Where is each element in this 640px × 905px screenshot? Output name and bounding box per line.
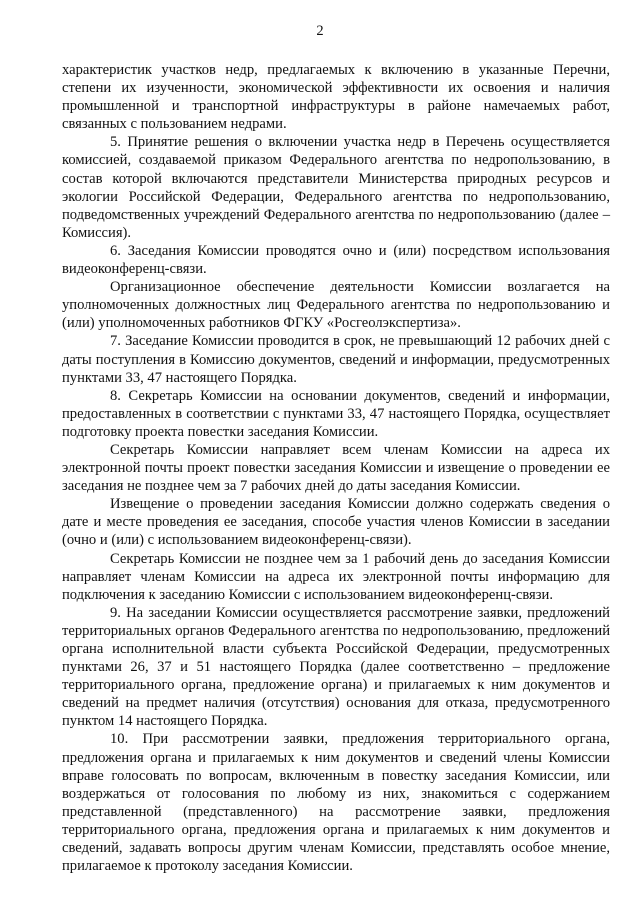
paragraph-item-8-notice: Извещение о проведении заседания Комиссии должно содержать сведения о дате и месте проведения ее заседания, способе участия членов Комиссии в заседании (очно и (или) с использованием видеоконференц-связи).: [62, 496, 610, 549]
paragraph-item-10: 10. При рассмотрении заявки, предложения территориального органа, предложения органа и прилагаемых к ним документов и сведений члены Комиссии вправе голосовать по вопросам, включенным в повестку заседания Комиссии, или воздержаться от голосования по любому из них, знакомиться с содержанием представленной (представленного) на рассмотрение заявки, предложения территориального органа, предложения органа и прилагаемых к ним документов и сведений, задавать вопросы другим членам Комиссии, представлять особое мнение, прилагаемое к протоколу заседания Комиссии.: [62, 731, 610, 875]
paragraph-item-6: 6. Заседания Комиссии проводятся очно и (или) посредством использования видеоконференц-связи.: [62, 242, 610, 278]
page-number: 2: [316, 23, 324, 39]
paragraph-item-8-connection: Секретарь Комиссии не позднее чем за 1 рабочий день до заседания Комиссии направляет членам Комиссии на адреса их электронной почты информацию для подключения к заседанию Комиссии с использованием видеоконференц-связи.: [62, 550, 610, 603]
paragraph-item-9: 9. На заседании Комиссии осуществляется рассмотрение заявки, предложений территориальных органов Федерального агентства по недропользованию, предложений органа исполнительной власти субъекта Российской Федерации, предусмотренных пунктами 26, 37 и 51 настоящего Порядка (далее соответственно – предложение территориального органа, предложение органа) и прилагаемых к ним документов и сведений на предмет наличия (отсутствия) основания для отказа, предусмотренного пунктом 14 настоящего Порядка.: [62, 604, 610, 730]
paragraph-item-5: 5. Принятие решения о включении участка недр в Перечень осуществляется комиссией, создаваемой приказом Федерального агентства по недропользованию, в состав которой включаются представители Министерства природных ресурсов и экологии Российской Федерации, Федерального агентства по недропользованию, подведомственных учреждений Федерального агентства по недропользованию (далее – Комиссия).: [62, 134, 610, 241]
paragraph-continuation: характеристик участков недр, предлагаемых к включению в указанные Перечни, степени их изученности, экономической эффективности их освоения и наличия промышленной и транспортной инфраструктуры в районе намечаемых работ, связанных с пользованием недрами.: [62, 62, 610, 133]
paragraph-item-8-agenda: Секретарь Комиссии направляет всем членам Комиссии на адреса их электронной почты проект повестки заседания Комиссии и извещение о проведении ее заседания не позднее чем за 7 рабочих дней до даты заседания Комиссии.: [62, 441, 610, 495]
paragraph-item-8: 8. Секретарь Комиссии на основании документов, сведений и информации, предоставленных в соответствии с пунктами 33, 47 настоящего Порядка, осуществляет подготовку проекта повестки заседания Комиссии.: [62, 387, 610, 440]
paragraph-item-6-organization: Организационное обеспечение деятельности Комиссии возлагается на уполномоченных должностных лиц Федерального агентства по недропользованию и (или) уполномоченных работников ФГКУ «Росгеолэкспертиза».: [62, 279, 610, 332]
document-body: [62, 61, 610, 875]
paragraph-item-7: 7. Заседание Комиссии проводится в срок, не превышающий 12 рабочих дней с даты поступления в Комиссию документов, сведений и информации, предусмотренных пунктами 33, 47 настоящего Порядка.: [62, 333, 610, 386]
